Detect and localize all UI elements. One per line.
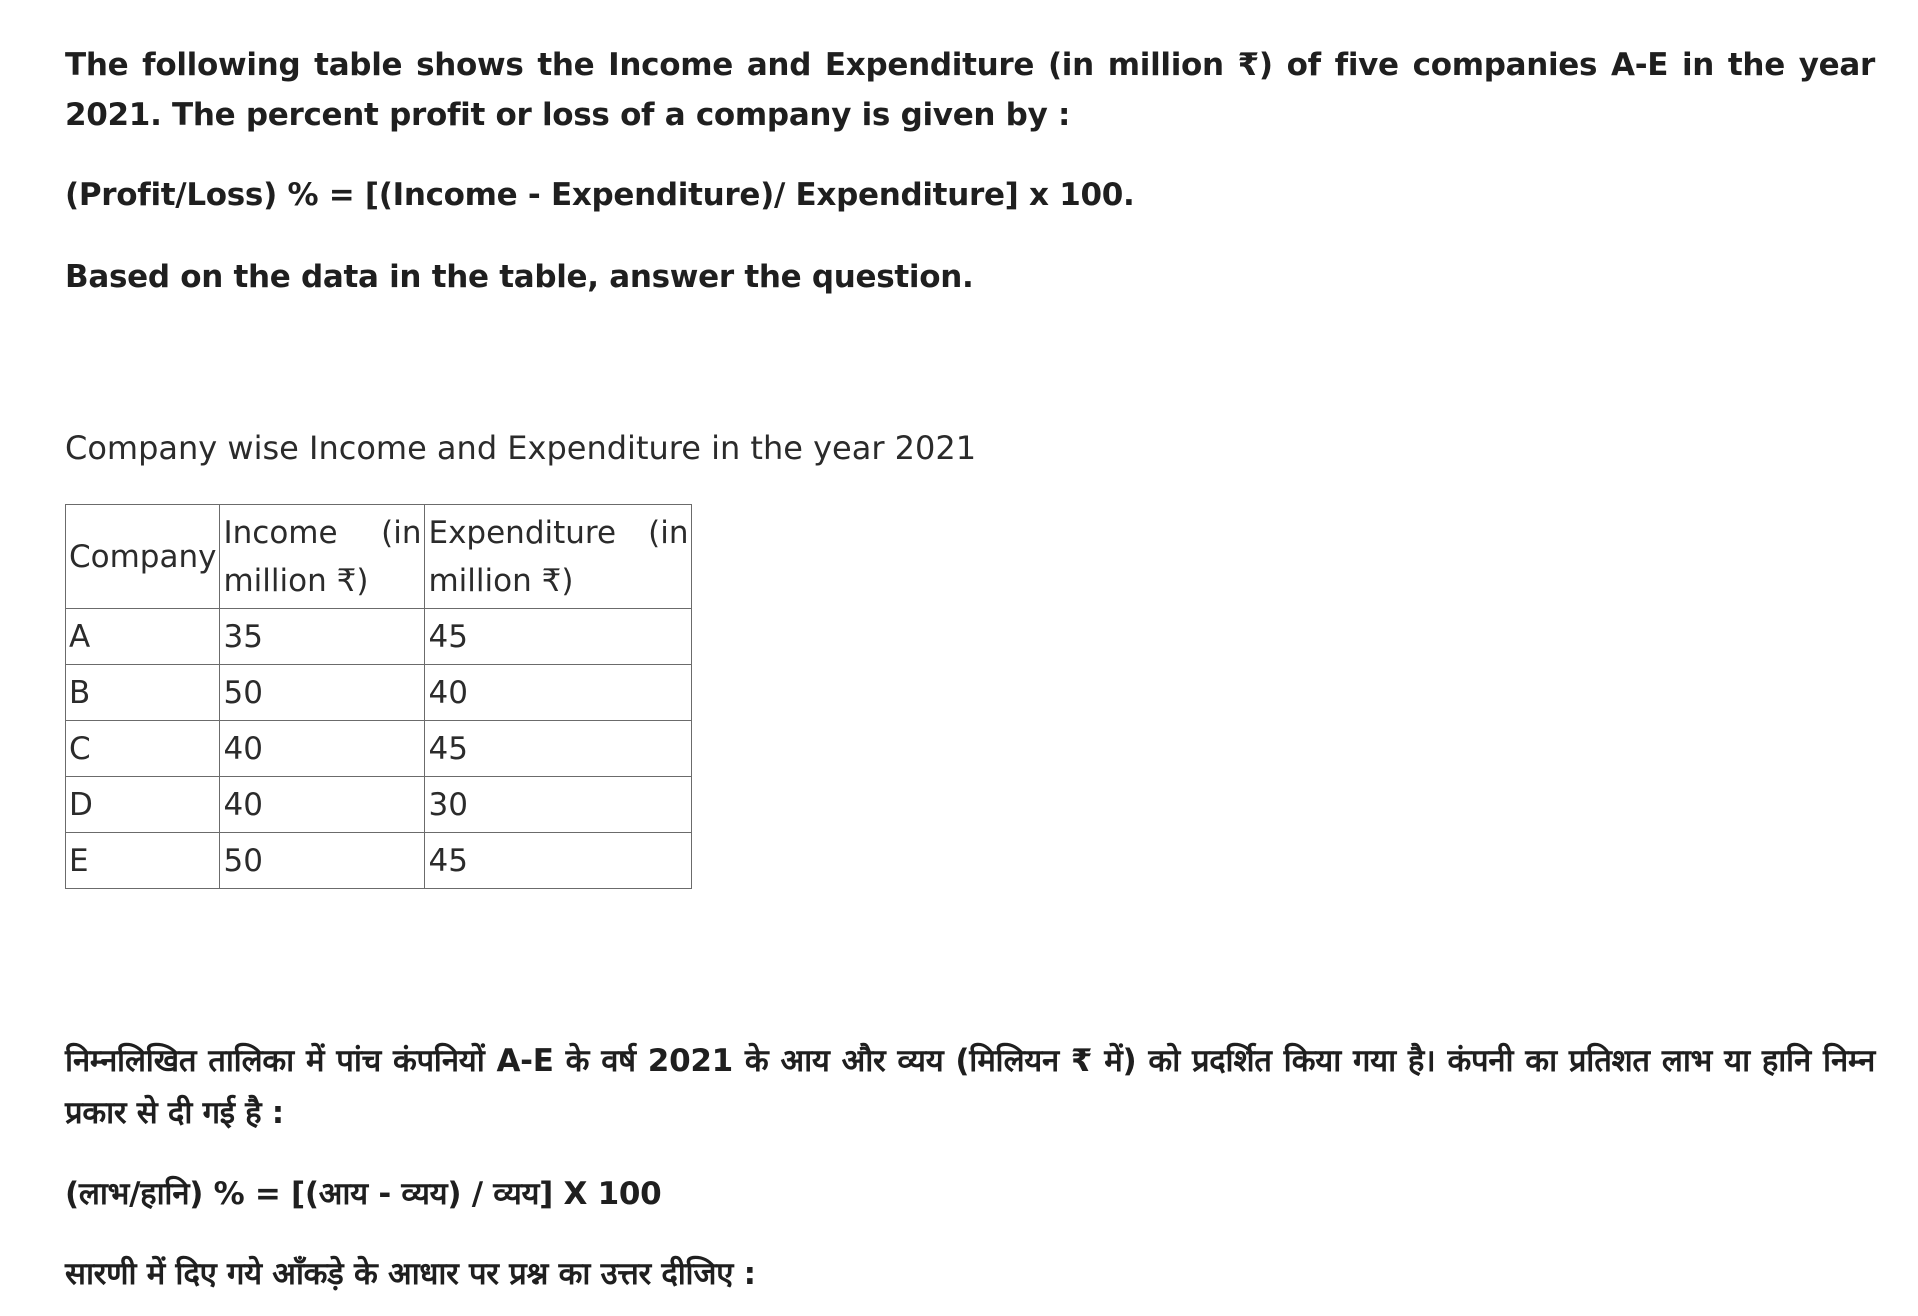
- table-caption: Company wise Income and Expenditure in the year 2021: [65, 429, 977, 467]
- cell-income: 35: [220, 609, 425, 665]
- table-row: [66, 777, 692, 833]
- cell-company: B: [66, 665, 220, 721]
- cell-income: 40: [220, 777, 425, 833]
- instruction-english: Based on the data in the table, answer the question.: [65, 259, 974, 295]
- header-expenditure: [425, 505, 692, 609]
- cell-expenditure: 30: [425, 777, 692, 833]
- formula-english: (Profit/Loss) % = [(Income - Expenditure)/ Expenditure] x 100.: [65, 177, 1135, 213]
- cell-company: D: [66, 777, 220, 833]
- cell-expenditure: 40: [425, 665, 692, 721]
- table-row: [66, 609, 692, 665]
- intro-paragraph-english: The following table shows the Income and Expenditure (in million ₹) of five companies A-E in the year 2021. The percent profit or loss of a company is given by :: [65, 47, 1875, 133]
- cell-income: 50: [220, 833, 425, 889]
- cell-expenditure: 45: [425, 833, 692, 889]
- table-row: [66, 721, 692, 777]
- cell-expenditure: 45: [425, 609, 692, 665]
- header-company: Company: [66, 505, 220, 609]
- intro-paragraph-hindi: निम्नलिखित तालिका में पांच कंपनियों A-E के वर्ष 2021 के आय और व्यय (मिलियन ₹ में) को प्रदर्शित किया गया है। कंपनी का प्रतिशत लाभ या हानि निम्न प्रकार से दी गई है :: [65, 1043, 1875, 1131]
- instruction-hindi: सारणी में दिए गये आँकड़े के आधार पर प्रश्न का उत्तर दीजिए :: [65, 1256, 756, 1292]
- cell-company: C: [66, 721, 220, 777]
- income-expenditure-table: [65, 504, 692, 889]
- cell-expenditure: 45: [425, 721, 692, 777]
- table-header-row: [66, 505, 692, 609]
- question-page: [65, 30, 1875, 1299]
- cell-company: A: [66, 609, 220, 665]
- header-expenditure-label: Expenditure (in million ₹): [428, 514, 689, 599]
- cell-company: E: [66, 833, 220, 889]
- header-income: [220, 505, 425, 609]
- cell-income: 50: [220, 665, 425, 721]
- cell-income: 40: [220, 721, 425, 777]
- header-income-label: Income (in million ₹): [223, 514, 422, 599]
- table-row: [66, 833, 692, 889]
- formula-hindi: (लाभ/हानि) % = [(आय - व्यय) / व्यय] X 100: [65, 1176, 662, 1212]
- table-row: [66, 665, 692, 721]
